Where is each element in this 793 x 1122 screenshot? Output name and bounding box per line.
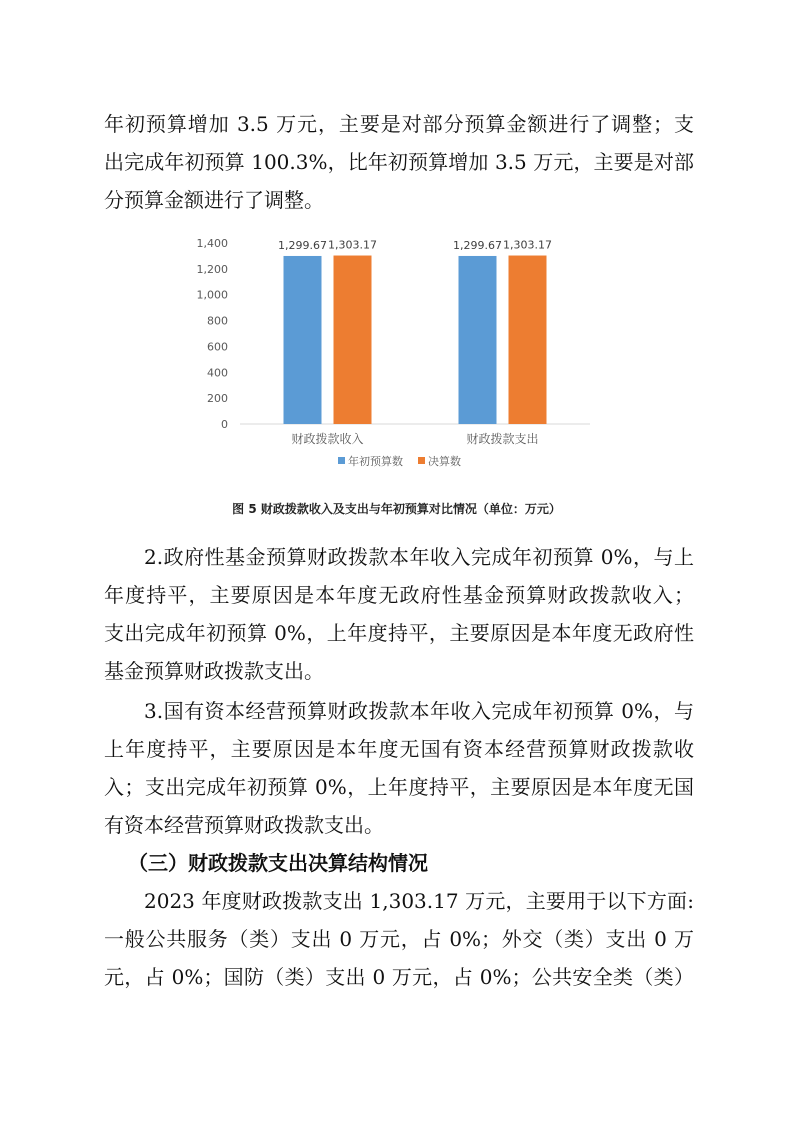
x-tick-label: 财政拨款收入 (291, 432, 364, 446)
bar-final (334, 256, 372, 424)
text-line: 入；支出完成年初预算 0%，上年度持平，主要原因是本年度无国 (104, 775, 694, 799)
y-tick-label: 1,200 (196, 262, 228, 276)
data-label: 1,299.67 (278, 238, 327, 252)
section-heading: （三）财政拨款支出决算结构情况 (128, 851, 428, 875)
y-tick-label: 0 (221, 418, 228, 431)
bar-budget (284, 256, 322, 424)
bar-final (509, 256, 547, 424)
legend-label: 年初预算数 (348, 455, 403, 468)
text-line: 分预算金额进行了调整。 (104, 188, 324, 212)
legend-label: 决算数 (428, 455, 461, 468)
text-line: 一般公共服务（类）支出 0 万元，占 0%；外交（类）支出 0 万 (104, 927, 694, 951)
text-line: 上年度持平，主要原因是本年度无国有资本经营预算财政拨款收 (104, 737, 694, 761)
text-line: 基金预算财政拨款支出。 (104, 659, 324, 683)
y-tick-label: 800 (207, 314, 228, 328)
text-line: 有资本经营预算财政拨款支出。 (104, 813, 384, 837)
y-tick-label: 1,000 (196, 288, 228, 302)
bar-chart (180, 228, 610, 488)
text-line: 3.国有资本经营预算财政拨款本年收入完成年初预算 0%，与 (144, 699, 694, 723)
text-line: 支出完成年初预算 0%，上年度持平，主要原因是本年度无政府性 (104, 621, 694, 645)
y-tick-label: 400 (207, 366, 228, 380)
y-tick-label: 200 (207, 392, 228, 406)
text-line: 出完成年初预算 100.3%，比年初预算增加 3.5 万元，主要是对部 (104, 150, 694, 174)
text-line: 2023 年度财政拨款支出 1,303.17 万元，主要用于以下方面: (144, 889, 694, 913)
y-tick-label: 1,400 (196, 237, 228, 250)
legend-swatch (338, 457, 345, 464)
text-line: 元，占 0%；国防（类）支出 0 万元，占 0%；公共安全类（类） (104, 965, 694, 989)
data-label: 1,303.17 (328, 238, 377, 252)
data-label: 1,303.17 (503, 238, 552, 252)
text-line: 年度持平，主要原因是本年度无政府性基金预算财政拨款收入； (104, 583, 694, 607)
text-line: 2.政府性基金预算财政拨款本年收入完成年初预算 0%，与上 (144, 545, 694, 569)
x-tick-label: 财政拨款支出 (466, 432, 539, 446)
bar-budget (459, 256, 497, 424)
y-tick-label: 600 (207, 340, 228, 354)
data-label: 1,299.67 (453, 238, 502, 252)
legend-swatch (418, 457, 425, 464)
text-line: 年初预算增加 3.5 万元，主要是对部分预算金额进行了调整；支 (104, 112, 694, 136)
figure-caption: 图 5 财政拨款收入及支出与年初预算对比情况（单位：万元） (232, 502, 561, 516)
